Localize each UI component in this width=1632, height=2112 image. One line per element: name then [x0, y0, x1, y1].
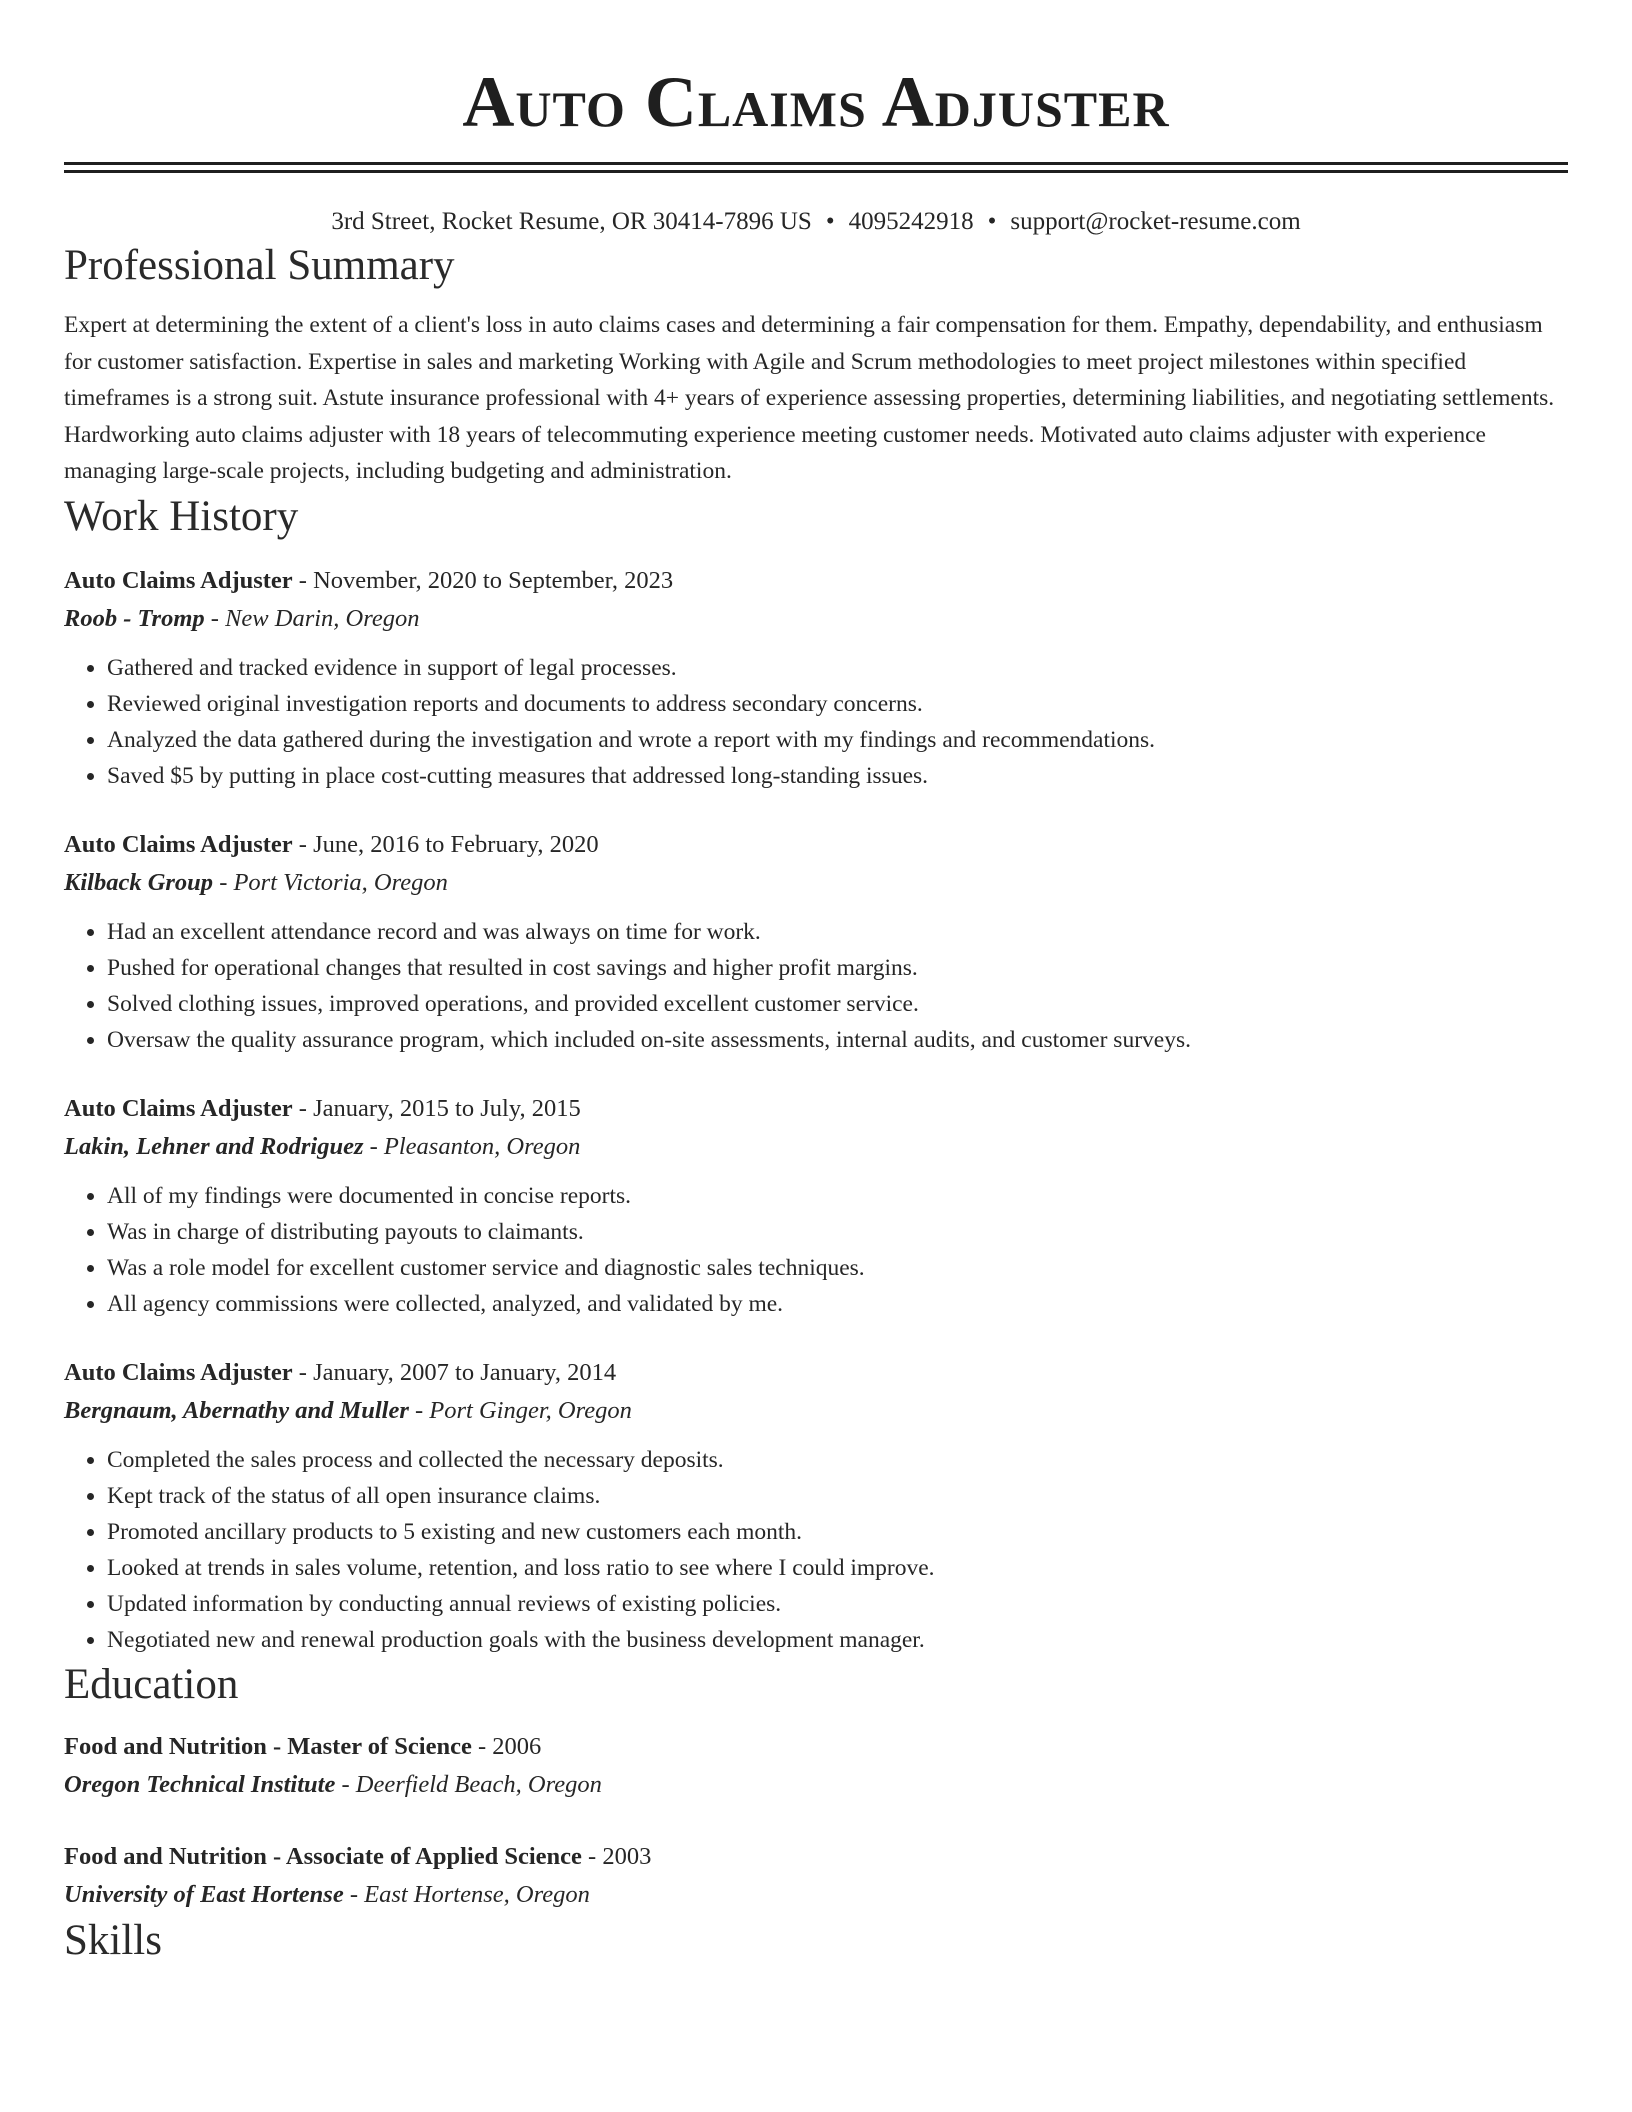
job-title: Auto Claims Adjuster [64, 566, 293, 594]
job-company-line [64, 600, 1568, 638]
job-company: Kilback Group [64, 868, 214, 896]
job-entry [64, 562, 1568, 794]
education-entry [64, 1728, 1568, 1804]
school-line [64, 1876, 1568, 1914]
job-entry [64, 826, 1568, 1058]
job-location: - Pleasanton, Oregon [363, 1132, 581, 1160]
contact-separator: • [987, 208, 997, 235]
job-company: Roob - Tromp [64, 604, 205, 632]
list-item: • Oversaw the quality assurance program, which included on-site assessments, internal audits, and customer surveys. [107, 1022, 1568, 1058]
list-item: • Updated information by conducting annual reviews of existing policies. [107, 1586, 1568, 1622]
list-item: • All agency commissions were collected, analyzed, and validated by me. [107, 1286, 1568, 1322]
job-company: Bergnaum, Abernathy and Muller [64, 1396, 409, 1424]
degree-line [64, 1728, 1568, 1766]
job-location: - New Darin, Oregon [204, 604, 420, 632]
job-bullets [64, 1442, 1568, 1658]
degree-year: - 2006 [471, 1732, 542, 1760]
list-item: • Had an excellent attendance record and was always on time for work. [107, 914, 1568, 950]
list-item: • Was in charge of distributing payouts to claimants. [107, 1214, 1568, 1250]
job-company: Lakin, Lehner and Rodriguez [64, 1132, 364, 1160]
education-entry [64, 1838, 1568, 1914]
list-item: • Was a role model for excellent customer service and diagnostic sales techniques. [107, 1250, 1568, 1286]
contact-separator: • [825, 208, 835, 235]
list-item: • Kept track of the status of all open insurance claims. [107, 1478, 1568, 1514]
school-name: University of East Hortense [64, 1880, 344, 1908]
list-item: • Looked at trends in sales volume, retention, and loss ratio to see where I could improve. [107, 1550, 1568, 1586]
contact-address: 3rd Street, Rocket Resume, OR 30414-7896 US [331, 208, 812, 235]
summary-heading: Professional Summary [64, 242, 455, 289]
list-item: • All of my findings were documented in concise reports. [107, 1178, 1568, 1214]
job-dates: - January, 2007 to January, 2014 [292, 1358, 617, 1386]
contact-phone: 4095242918 [848, 208, 974, 235]
list-item: • Reviewed original investigation reports and documents to address secondary concerns. [107, 686, 1568, 722]
job-dates: - June, 2016 to February, 2020 [292, 830, 599, 858]
degree-name: Food and Nutrition - Associate of Applied Science [64, 1842, 582, 1870]
school-location: - Deerfield Beach, Oregon [335, 1770, 602, 1798]
skills-heading: Skills [64, 1916, 162, 1964]
resume-name: Auto Claims Adjuster [462, 62, 1170, 142]
job-company-line [64, 1392, 1568, 1430]
job-company-line [64, 864, 1568, 902]
degree-line [64, 1838, 1568, 1876]
job-dates: - January, 2015 to July, 2015 [292, 1094, 581, 1122]
job-title-line [64, 562, 1568, 600]
job-entry [64, 1090, 1568, 1322]
degree-name: Food and Nutrition - Master of Science [64, 1732, 472, 1760]
list-item: • Saved $5 by putting in place cost-cutting measures that addressed long-standing issues. [107, 758, 1568, 794]
list-item: • Negotiated new and renewal production goals with the business development manager. [107, 1622, 1568, 1658]
job-title-line [64, 1354, 1568, 1392]
job-entry [64, 1354, 1568, 1658]
list-item: • Completed the sales process and collected the necessary deposits. [107, 1442, 1568, 1478]
job-title-line [64, 826, 1568, 864]
school-name: Oregon Technical Institute [64, 1770, 336, 1798]
degree-year: - 2003 [581, 1842, 652, 1870]
job-bullets [64, 1178, 1568, 1322]
list-item: • Promoted ancillary products to 5 existing and new customers each month. [107, 1514, 1568, 1550]
contact-line [64, 205, 1568, 239]
job-location: - Port Ginger, Oregon [408, 1396, 632, 1424]
summary-text: Expert at determining the extent of a client's loss in auto claims cases and determining a fair compensation for them. Empathy, dependability, and enthusiasm for customer satisfaction. Expertise in sales and marketing Working with Agile and Scrum methodologies to meet project milestones within specified timeframes is a strong suit. Astute insurance professional with 4+ years of experience assessing properties, determining liabilities, and negotiating settlements. Hardworking auto claims adjuster with 18 years of telecommuting experience meeting customer needs. Motivated auto claims adjuster with experience managing large-scale projects, including budgeting and administration. [64, 312, 1555, 484]
list-item: • Solved clothing issues, improved operations, and provided excellent customer service. [107, 986, 1568, 1022]
list-item: • Gathered and tracked evidence in support of legal processes. [107, 650, 1568, 686]
job-bullets [64, 914, 1568, 1058]
job-location: - Port Victoria, Oregon [213, 868, 448, 896]
contact-email: support@rocket-resume.com [1010, 208, 1301, 235]
header-double-rule [64, 162, 1568, 173]
education-heading: Education [64, 1660, 239, 1708]
work-history-heading: Work History [64, 492, 299, 540]
school-location: - East Hortense, Oregon [343, 1880, 590, 1908]
list-item: • Pushed for operational changes that resulted in cost savings and higher profit margins. [107, 950, 1568, 986]
school-line [64, 1766, 1568, 1804]
job-title: Auto Claims Adjuster [64, 1094, 293, 1122]
job-company-line [64, 1128, 1568, 1166]
job-bullets [64, 650, 1568, 794]
job-title: Auto Claims Adjuster [64, 1358, 293, 1386]
list-item: • Analyzed the data gathered during the investigation and wrote a report with my findings and recommendations. [107, 722, 1568, 758]
job-title-line [64, 1090, 1568, 1128]
job-dates: - November, 2020 to September, 2023 [292, 566, 674, 594]
job-title: Auto Claims Adjuster [64, 830, 293, 858]
